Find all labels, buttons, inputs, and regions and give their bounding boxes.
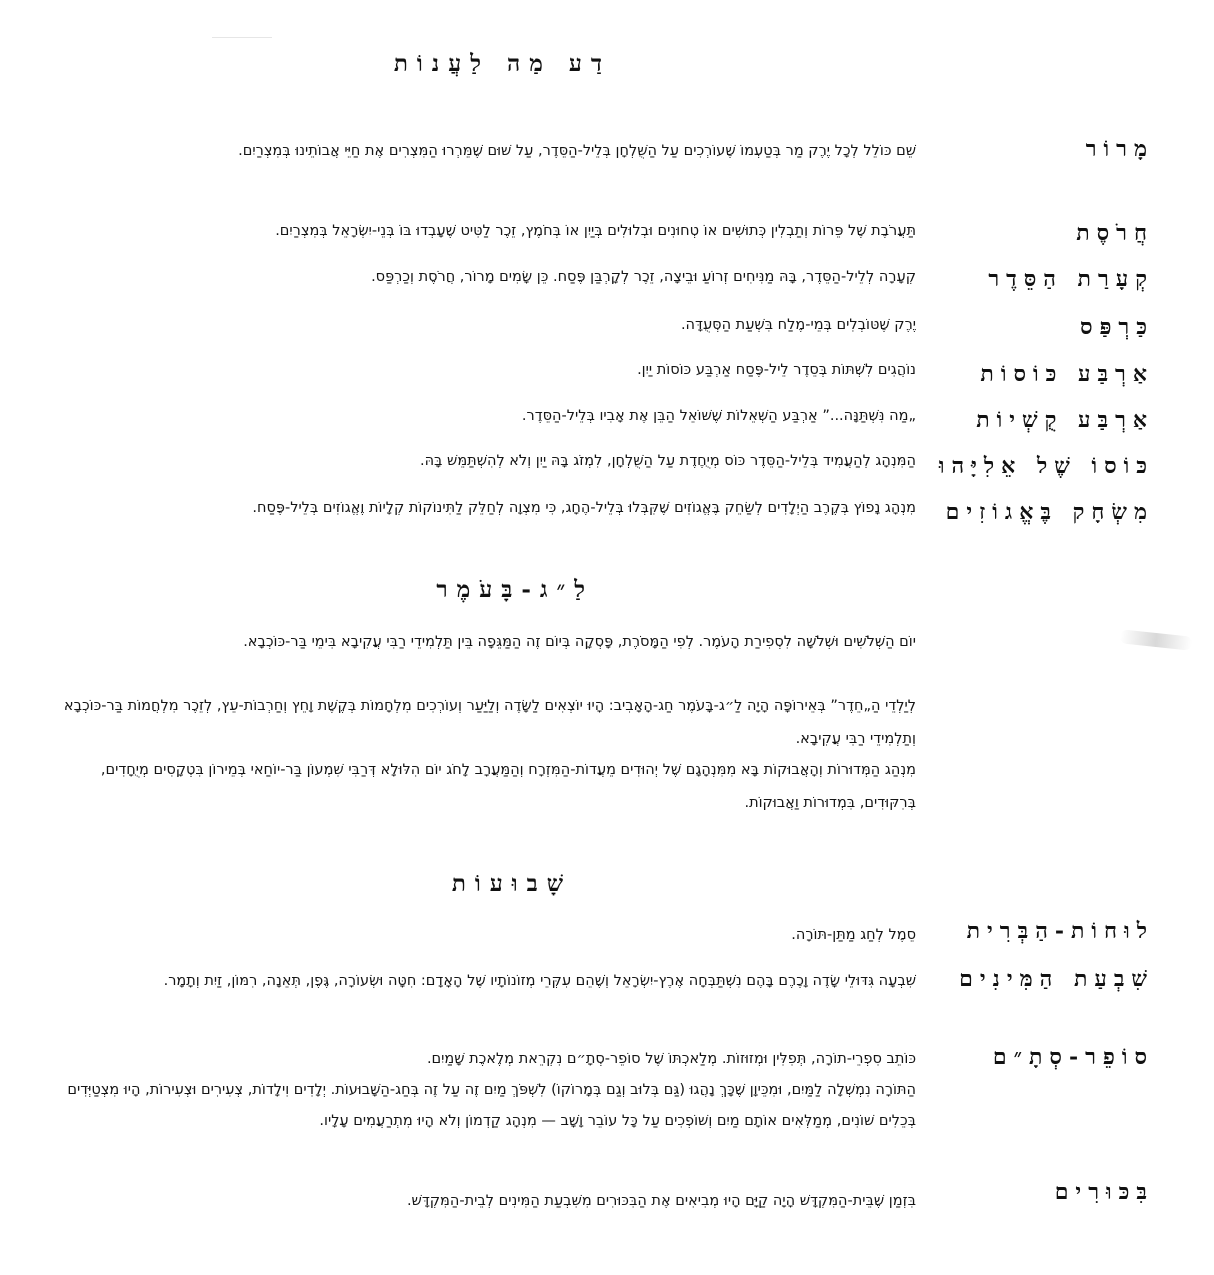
definition-seven-species: שִׁבְעָה גִּדּוּלֵי שָׂדֶה וָכֶרֶם בָּהֶם נִשְׁתַּבְּחָה אֶרֶץ-יִשְׂרָאֵל וְשֶׁהֵם עִקְּרֵי מְזוֹנוֹתָיו שֶׁל הָאָדָם: חִטָּה וּשְׂעוֹרָה, גֶּפֶן, תְּאֵנָה, רִמּוֹן, זַיִת וְתָמָר. xyxy=(163,973,916,989)
definition-four-cups: נוֹהֲגִים לִשְׁתּוֹת בְּסֵדֶר לֵיל-פֶּסַח אַרְבַּע כּוֹסוֹת יַיִן. xyxy=(637,362,916,378)
term-elijah-cup: כּוֹסוֹ שֶׁל אֵלִיָּהוּ xyxy=(938,453,1154,479)
section-title-passover: דַע מַה לַעֲנוֹת xyxy=(393,50,611,77)
definition-karpas: יֶרֶק שֶׁטּוֹבְלִים בְּמֵי-מֶלַח בִּשְׁעַת הַסְּעֻדָּה. xyxy=(680,317,916,333)
term-seder-plate: קְעָרַת הַסֵּדֶר xyxy=(988,266,1154,292)
term-charoset: חֲרֹסֶת xyxy=(1076,220,1154,246)
term-maror: מָרוֹר xyxy=(1085,136,1154,162)
definition-maror: שֵׁם כּוֹלֵל לְכָל יֶרֶק מַר בְּטַעְמוֹ שֶׁעוֹרְכִים עַל הַשֻּׁלְחָן בְּלֵיל-הַסֵּדֶר, עַל שׁוּם שֶׁמֵּרְרוּ הַמִּצְרִים אֶת חַיֵּי אֲבוֹתֵינוּ בְּמִצְרַיִם. xyxy=(238,143,916,159)
definition-scribe: כּוֹתֵב סִפְרֵי-תוֹרָה, תְּפִלִּין וּמְזוּזוֹת. מְלַאכְתּוֹ שֶׁל סוֹפֵר-סְתָ״ם נִקְרֵאת מְלֶאכֶת שָׁמַיִם. הַתּוֹרָה נִמְשְׁלָה לַמַּיִם, וּמִכֵּיוָן שֶׁכָּךְ נָהֲגוּ (גַּם בְּלוּב וְגַם בְּמָרוֹקוֹ) לִשְׁפֹּךְ מַיִם זֶה עַל זֶה בְּחַג-הַשָּׁבוּעוֹת. יְלָדִים וִילָדוֹת, צְעִירִים וּצְעִירוֹת, הָיוּ מִצְטַיְּדִים בְּכֵלִים שׁוֹנִים, מְמַלְּאִים אוֹתָם מַיִם וְשׁוֹפְכִים עַל כָּל עוֹבֵר וָשָׁב — מִנְהָג קַדְמוֹן וְלֹא הָיוּ מִתְרַעֲמִים עָלָיו. xyxy=(67,1051,916,1129)
scan-smudge xyxy=(1119,629,1192,650)
lag-baomer-paragraph-3: מִנְהַג הַמְּדוּרוֹת וְהָאֲבוּקוֹת בָּא מִמִּנְהָגָם שֶׁל יְהוּדִים מֵעֲדוֹת-הַמִּזְרָח וְהַמַּעֲרָב לָחֹג יוֹם הִלּוּלָא דְּרַבִּי שִׁמְעוֹן בַּר-יוֹחַאי בְּמֵירוֹן בִּטְקָסִים מְיֻחָדִים, בְּרִקּוּדִים, בִּמְדוּרוֹת וַאֲבוּקוֹת. xyxy=(100,762,916,811)
section-title-shavuot: שָׁבוּעוֹת xyxy=(451,870,572,897)
term-scribe: סוֹפֵר-סְתָ״ם xyxy=(992,1044,1154,1070)
term-seven-species: שִׁבְעַת הַמִּינִים xyxy=(959,966,1154,992)
term-nuts-game: מִשְׂחָק בֶּאֱגוֹזִים xyxy=(945,499,1154,525)
definition-seder-plate: קְעָרָה לְלֵיל-הַסֵּדֶר, בָּהּ מַנִּיחִים זְרוֹעַ וּבֵיצָה, זֵכֶר לְקָרְבַּן פֶּסַח. כֵּן שָׂמִים מָרוֹר, חֲרֹסֶת וְכַרְפַּס. xyxy=(371,269,916,285)
lag-baomer-paragraph-1: יוֹם הַשְּׁלֹשִׁים וּשְׁלֹשָׁה לִסְפִירַת הָעֹמֶר. לְפִי הַמָּסֹרֶת, פָּסְקָה בְּיוֹם זֶה הַמַּגֵּפָה בֵּין תַּלְמִידֵי רַבִּי עֲקִיבָא בִּימֵי בַּר-כּוֹכְבָא. xyxy=(243,634,916,650)
definition-tablets: סֵמֶל לְחַג מַתַּן-תּוֹרָה. xyxy=(791,927,916,943)
scan-mark xyxy=(212,37,272,38)
term-four-questions: אַרְבַּע קֻשְׁיוֹת xyxy=(976,407,1154,433)
term-four-cups: אַרְבַּע כּוֹסוֹת xyxy=(980,361,1154,387)
definition-four-questions: „מַה נִּשְׁתַּנָּה...” אַרְבַּע הַשְּׁאֵלוֹת שֶׁשּׁוֹאֵל הַבֵּן אֶת אָבִיו בְּלֵיל-הַסֵּדֶר. xyxy=(521,408,916,424)
definition-bikkurim: בִּזְמַן שֶׁבֵּית-הַמִּקְדָּשׁ הָיָה קַיָּם הָיוּ מְבִיאִים אֶת הַבִּכּוּרִים מִשִּׁבְעַת הַמִּינִים לְבֵית-הַמִּקְדָּשׁ. xyxy=(406,1193,916,1209)
section-title-lag-baomer: לַ״ג-בָּעֹמֶר xyxy=(436,576,594,603)
term-bikkurim: בִּכּוּרִים xyxy=(1054,1179,1154,1205)
term-tablets: לוּחוֹת-הַבְּרִית xyxy=(966,918,1154,944)
term-karpas: כַּרְפַּס xyxy=(1079,314,1154,340)
definition-charoset: תַּעֲרֹבֶת שֶׁל פֵּרוֹת וְתַבְלִין כְּתוּשִׁים אוֹ טְחוּנִים וּבְלוּלִים בְּיַיִן אוֹ בְּחֹמֶץ, זֵכֶר לַטִּיט שֶׁעָבְדוּ בּוֹ בְּנֵי-יִשְׂרָאֵל בְּמִצְרַיִם. xyxy=(275,223,916,239)
lag-baomer-paragraph-2: לְיַלְדֵי הַ„חֵדֶר” בְּאֵירוֹפָּה הָיָה לַ״ג-בָּעֹמֶר חַג-הָאָבִיב: הָיוּ יוֹצְאִים לַשָּׂדֶה וְלַיַּעַר וְעוֹרְכִים מִלְחָמוֹת בְּקֶשֶׁת וָחֵץ וְחַרְבוֹת-עֵץ, לְזֵכֶר מִלְחֲמוֹת בַּר-כּוֹכְבָא וְתַלְמִידֵי רַבִּי עֲקִיבָא. xyxy=(63,698,916,747)
definition-elijah-cup: הַמִּנְהָג לְהַעֲמִיד בְּלֵיל-הַסֵּדֶר כּוֹס מְיֻחֶדֶת עַל הַשֻּׁלְחָן, לִמְזֹג בָּהּ יַיִן וְלֹא לְהִשְׁתַּמֵּשׁ בָּהּ. xyxy=(419,453,916,469)
definition-nuts-game: מִנְהָג נָפוֹץ בְּקֶרֶב הַיְלָדִים לְשַׂחֵק בֶּאֱגוֹזִים שֶׁקִּבְּלוּ בְּלֵיל-הֶחָג, כִּי מִצְוָה לְחַלֵּק לַתִּינוֹקוֹת קְלָיוֹת וֶאֱגוֹזִים בְּלֵיל-פֶּסַח. xyxy=(252,500,916,516)
